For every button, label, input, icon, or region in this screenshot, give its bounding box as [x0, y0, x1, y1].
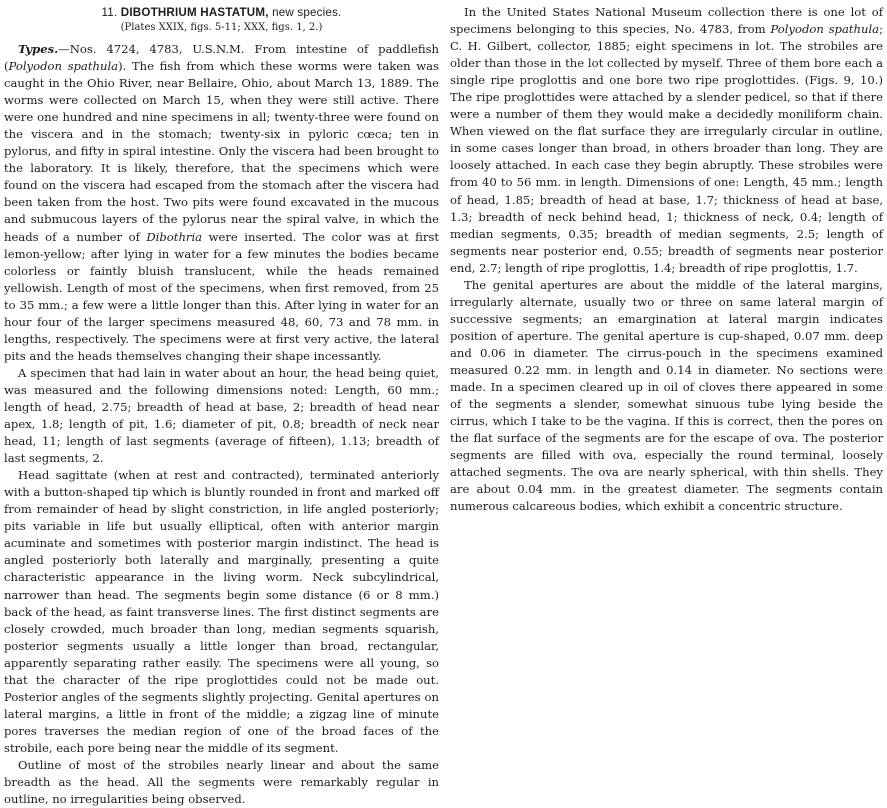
museum-collection-paragraph — [450, 4, 883, 277]
types-italic-dibothria: Dibothria — [146, 229, 203, 244]
left-column — [4, 4, 439, 808]
head-description-paragraph: Head sagittate (when at rest and contracted), terminated anteriorly with a button-shaped tip which is bluntly rounded in front and marked off from remainder of head by slight constriction, in life angled posteriorly; pits variable in life but usually elliptical, often with anterior margin acuminate and sometimes with posterior margin indistinct. The head is angled posteriorly both laterally and marginally, presenting a quite characteristic appearance in the living worm. Neck subcylindrical, narrower than head. The segments begin some distance (6 or 8 mm.) back of the head, as faint transverse lines. The first distinct segments are closely crowded, much broader than long, median segments squarish, posterior segments usually a little longer than broad, rectangular, apparently separating rather easily. The specimens were all young, so that the character of the ripe proglottides could not be made out. Posterior angles of the segments slightly projecting. Genital apertures on lateral margins, a little in front of the middle; a zigzag line of minute pores traverses the median region of one of the broad faces of the strobile, each pore being near the middle of its segment. — [4, 468, 439, 755]
species-heading — [4, 4, 439, 21]
genital-apertures-paragraph: The genital apertures are about the middle of the lateral margins, irregularly alternate, usually two or three on same lateral margin of successive segments; an emargination at lateral margin indicates position of aperture. The genital aperture is cup-shaped, 0.07 mm. deep and 0.06 in diameter. The cirrus-pouch in the specimens examined measured 0.22 mm. in length and 0.14 in diameter. No sections were made. In a specimen cleared up in oil of cloves there appeared in some of the segments a slender, somewhat sinuous tube lying beside the cirrus, which I take to be the vagina. If this is correct, then the pores on the flat surface of the segments are for the escape of ova. The posterior segments are filled with ova, especially the round terminal, loosely attached segments. The ova are nearly spherical, with thin shells. They are about 0.04 mm. in the greatest diameter. The segments contain numerous calcareous bodies, which exhibit a concentric structure. — [450, 277, 883, 514]
species-suffix: new species. — [272, 6, 342, 19]
types-text-1: —Nos. 4724, 4783, U.S.N.M. From intestine of paddlefish ( — [4, 42, 439, 74]
species-number: 11. — [101, 6, 118, 19]
museum-italic-polyodon: Polyodon spathula — [770, 22, 880, 37]
types-paragraph — [4, 41, 439, 365]
museum-text-2: ; C. H. Gilbert, collector, 1885; eight specimens in lot. The strobiles are older than those in the lot collected by myself. Three of them bore each a single ripe proglottis and one bore two ripe proglottides. (Figs. 9, 10.) The ripe proglottides were attached by a slender pedicel, so that if there were a number of them they would make a decidedly moniliform chain. When viewed on the flat surface they are irregularly circular in outline, in some cases longer than broad, in others broader than long. They are loosely attached. In each case they begin abruptly. These strobiles were from 40 to 56 mm. in length. Dimensions of one: Length, 45 mm.; length of head, 1.85; breadth of head at base, 1.7; thickness of head at base, 1.3; breadth of neck behind head, 1; thickness of neck, 0.4; length of median segments, 0.35; breadth of median segments, 2.5; length of segments near posterior end, 0.55; breadth of segments near posterior end, 2.7; length of ripe proglottis, 1.4; breadth of ripe proglottis, 1.7. — [450, 22, 883, 275]
measurement-paragraph: A specimen that had lain in water about an hour, the head being quiet, was measured and the following dimensions noted: Length, 60 mm.; length of head, 2.75; breadth of head at base, 2; breadth of head near apex, 1.8; length of pit, 1.6; diameter of pit, 0.8; breadth of neck near head, 11; length of last segments (average of fifteen), 1.13; breadth of last segments, 2. — [4, 365, 439, 466]
species-title: DIBOTHRIUM HASTATUM, — [120, 6, 269, 19]
museum-text-1: In the United States National Museum collection there is one lot of specimens belonging to this species, No. 4783, from — [450, 5, 883, 37]
plates-reference: (Plates XXIX, figs. 5-11; XXX, figs. 1, 2.) — [120, 22, 323, 33]
types-text-2: ). The fish from which these worms were taken was caught in the Ohio River, near Bellaire, Ohio, about March 13, 1889. The worms were collected on March 15, when they were still active. There were one hundred and nine specimens in all; twenty-three were found on the viscera and in the stomach; twenty-six in pyloric cœca; ten in pylorus, and fifty in spiral intestine. Only the viscera had been brought to the laboratory. It is likely, therefore, that the specimens which were found on the viscera had escaped from the stomach after the viscera had been taken from the host. Two pits were found excavated in the mucous and submucous layers of the pylorus near the spiral valve, in which the heads of a number of — [4, 59, 439, 244]
types-lead: Types. — [18, 42, 59, 56]
right-column — [450, 4, 883, 515]
types-italic-polyodon: Polyodon spathula — [8, 59, 119, 74]
types-text-3: were inserted. The color was at first lemon-yellow; after lying in water for a few minutes the bodies became colorless or faintly bluish translucent, while the heads remained yellowish. Length of most of the specimens, when first removed, from 25 to 35 mm.; a few were a little longer than this. After lying in water for an hour four of the larger specimens measured 48, 60, 73 and 78 mm. in lengths, respectively. The specimens were at first very active, the lateral pits and the heads themselves changing their shape incessantly. — [4, 229, 439, 363]
outline-paragraph: Outline of most of the strobiles nearly linear and about the same breadth as the head. All the segments were remarkably regular in outline, no irregularities being observed. — [4, 757, 439, 807]
